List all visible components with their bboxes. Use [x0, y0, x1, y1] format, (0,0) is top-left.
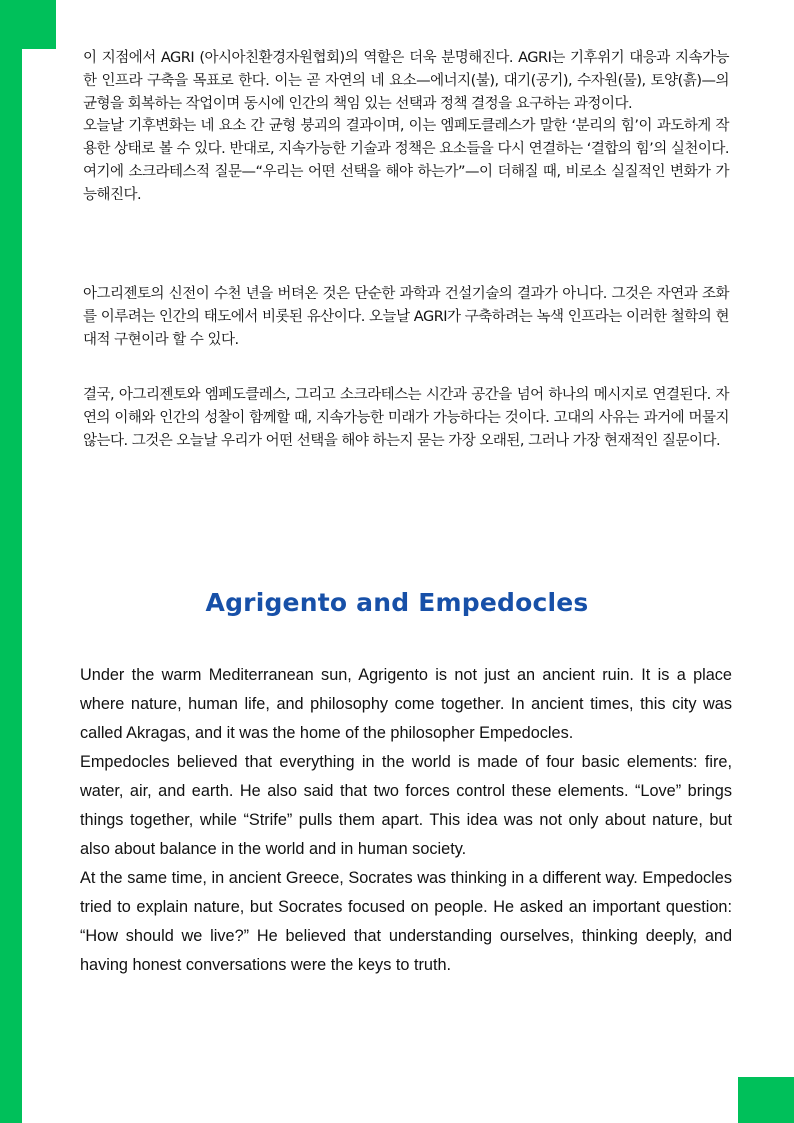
left-accent-bar — [0, 0, 22, 1123]
korean-paragraph: 이 지점에서 AGRI (아시아친환경자원협회)의 역할은 더욱 분명해진다. AGRI는 기후위기 대응과 지속가능한 인프라 구축을 목표로 한다. 이는 곧 자연의 네 요소—에너지(불), 대기(공기), 수자원(물), 토양(흙)—의 균형을 회복하는 작업이며 동시에 인간의 책임 있는 선택과 정책 결정을 요구하는 과정이다. — [83, 50, 729, 112]
english-paragraph: Under the warm Mediterranean sun, Agrigento is not just an ancient ruin. It is a place where nature, human life, and philosophy come together. In ancient times, this city was called Akragas, and it was the home of the philosopher Empedocles. — [80, 666, 732, 742]
korean-paragraph: 아그리젠토의 신전이 수천 년을 버텨온 것은 단순한 과학과 건설기술의 결과가 아니다. 그것은 자연과 조화를 이루려는 인간의 태도에서 비롯된 유산이다. 오늘날 AGRI가 구축하려는 녹색 인프라는 이러한 철학의 현대적 구현이라 할 수 있다. — [83, 286, 729, 348]
top-left-accent-block — [0, 0, 56, 49]
english-paragraph: At the same time, in ancient Greece, Socrates was thinking in a different way. Empedocles tried to explain nature, but Socrates focused on people. He asked an important question: “How should we live?” He believed that understanding ourselves, thinking deeply, and having honest conversations were the keys to truth. — [80, 869, 732, 974]
english-paragraph: Empedocles believed that everything in the world is made of four basic elements: fire, water, air, and earth. He also said that two forces control these elements. “Love” brings things together, while “Strife” pulls them apart. This idea was not only about nature, but also about balance in the world and in human society. — [80, 753, 732, 858]
korean-paragraph: 결국, 아그리젠토와 엠페도클레스, 그리고 소크라테스는 시간과 공간을 넘어 하나의 메시지로 연결된다. 자연의 이해와 인간의 성찰이 함께할 때, 지속가능한 미래가 가능하다는 것이다. 고대의 사유는 과거에 머물지 않는다. 그것은 오늘날 우리가 어떤 선택을 해야 하는지 묻는 가장 오래된, 그러나 가장 현재적인 질문이다. — [83, 387, 729, 449]
english-section — [80, 661, 732, 980]
korean-section-agrigento — [83, 283, 729, 351]
bottom-right-accent-block — [738, 1077, 794, 1123]
section-title: Agrigento and Empedocles — [205, 588, 589, 617]
korean-section-agri — [83, 47, 729, 207]
korean-paragraph: 오늘날 기후변화는 네 요소 간 균형 붕괴의 결과이며, 이는 엠페도클레스가 말한 ‘분리의 힘’이 과도하게 작용한 상태로 볼 수 있다. 반대로, 지속가능한 기술과 정책은 요소들을 다시 연결하는 ‘결합의 힘’의 실천이다. 여기에 소크라테스적 질문—“우리는 어떤 선택을 해야 하는가”—이 더해질 때, 비로소 실질적인 변화가 가능해진다. — [83, 118, 729, 203]
korean-section-conclusion — [83, 384, 729, 452]
